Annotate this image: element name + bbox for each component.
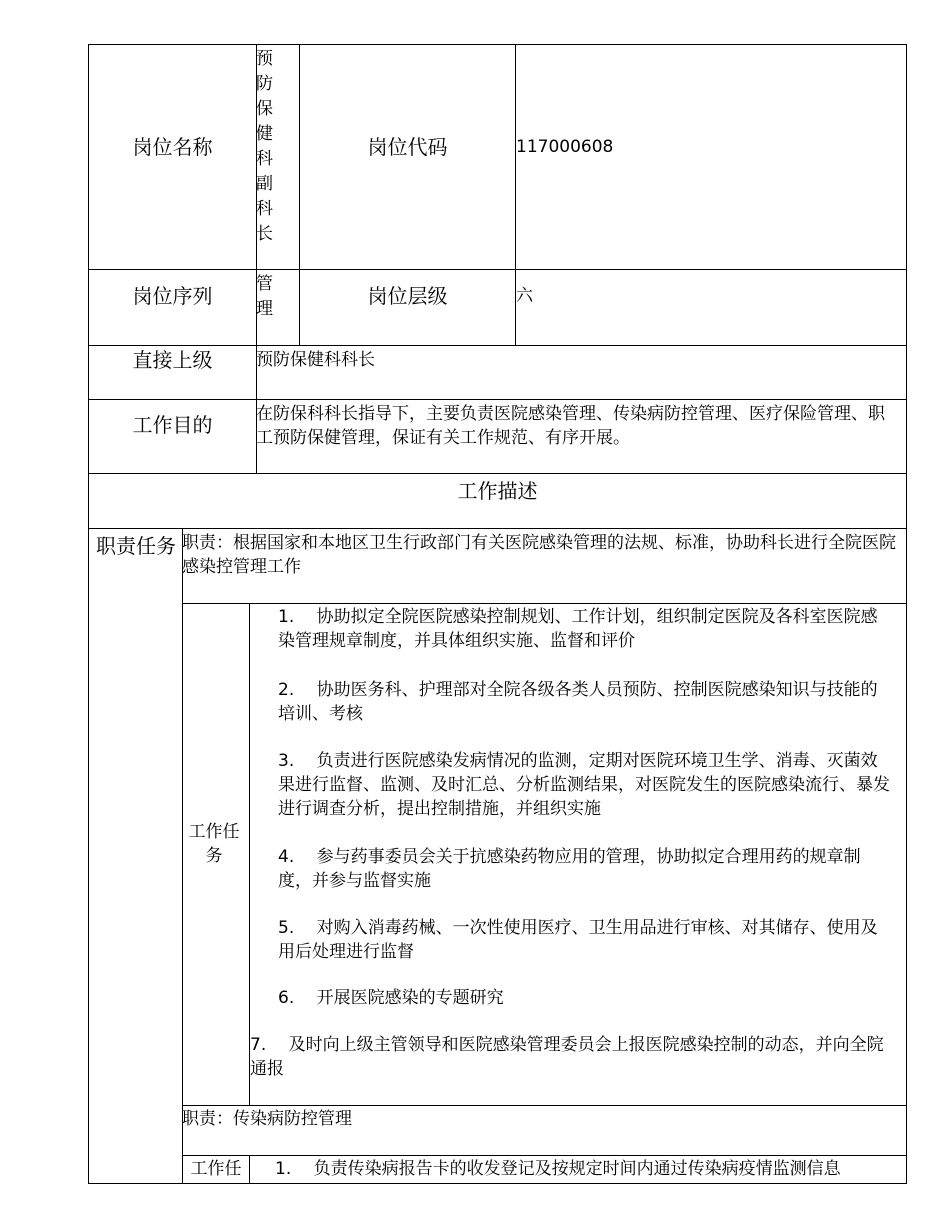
purpose-value: 在防保科科长指导下，主要负责医院感染管理、传染病防控管理、医疗保险管理、职工预防保健管理，保证有关工作规范、有序开展。 bbox=[256, 404, 885, 448]
position-series-value: 管理 bbox=[256, 274, 273, 319]
position-level-label: 岗位层级 bbox=[367, 284, 448, 308]
duty1-task-label: 工作任务 bbox=[188, 822, 240, 866]
duty1-title: 职责：根据国家和本地区卫生行政部门有关医院感染管理的法规、标准，协助科长进行全院医院感染控管理工作 bbox=[182, 533, 896, 577]
duty2-title: 职责：传染病防控管理 bbox=[182, 1109, 352, 1129]
position-code-value: 117000608 bbox=[516, 137, 614, 157]
duty2-task-label: 工作任 bbox=[190, 1159, 242, 1179]
duty1-task-7: 7. 及时向上级主管领导和医院感染管理委员会上报医院感染控制的动态，并向全院通报 bbox=[250, 1035, 884, 1079]
duty1-task-4: 4. 参与药事委员会关于抗感染药物应用的管理，协助拟定合理用药的规章制度，并参与监督实施 bbox=[278, 847, 861, 891]
duty1-task-3: 3. 负责进行医院感染发病情况的监测，定期对医院环境卫生学、消毒、灭菌效果进行监督、监测、及时汇总、分析监测结果，对医院发生的医院感染流行、暴发进行调查分析，提出控制措施，并组织实施 bbox=[278, 751, 890, 819]
duty1-task-5: 5. 对购入消毒药械、一次性使用医疗、卫生用品进行审核、对其储存、使用及用后处理进行监督 bbox=[278, 918, 878, 962]
duty1-task-6: 6. 开展医院感染的专题研究 bbox=[278, 988, 504, 1008]
position-series-label: 岗位序列 bbox=[132, 284, 213, 308]
position-code-label: 岗位代码 bbox=[367, 135, 448, 159]
duty1-task-1: 1. 协助拟定全院医院感染控制规划、工作计划，组织制定医院及各科室医院感染管理规章制度，并具体组织实施、监督和评价 bbox=[278, 607, 878, 651]
duty-label: 职责任务 bbox=[96, 534, 176, 558]
position-name-value: 预防保健科副科长 bbox=[256, 49, 273, 244]
supervisor-value: 预防保健科科长 bbox=[256, 350, 375, 370]
duty1-task-2: 2. 协助医务科、护理部对全院各级各类人员预防、控制医院感染知识与技能的培训、考核 bbox=[278, 680, 878, 724]
section-title: 工作描述 bbox=[457, 479, 538, 503]
purpose-label: 工作目的 bbox=[132, 413, 213, 437]
cell-position-level-value bbox=[515, 269, 907, 346]
supervisor-label: 直接上级 bbox=[132, 348, 213, 372]
position-level-value: 六 bbox=[516, 286, 533, 306]
duty2-task-1: 1. 负责传染病报告卡的收发登记及按规定时间内通过传染病疫情监测信息 bbox=[275, 1159, 841, 1179]
cell-duty-label bbox=[88, 528, 183, 1184]
position-name-label: 岗位名称 bbox=[132, 135, 213, 159]
